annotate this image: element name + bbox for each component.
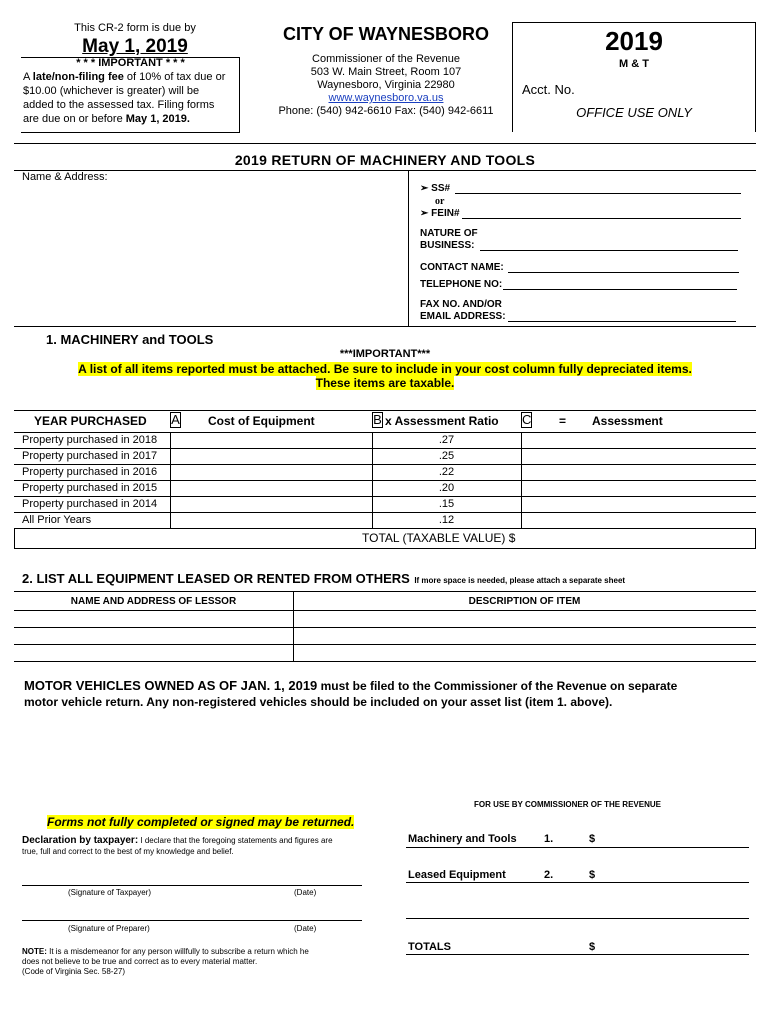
letter-c: C [522,412,532,427]
misdemeanor-note: NOTE: It is a misdemeanor for any person willfully to subscribe a return which he does not believe to be true and correct as to every material matter. (Code of Virginia Sec. 58-27) [22,947,309,976]
city-block [268,24,504,118]
fax-email-input[interactable] [508,321,736,322]
title-bottom-rule [14,170,756,171]
section1-important: ***IMPORTANT*** [339,348,431,360]
section1-heading: 1. MACHINERY and TOOLS [46,332,214,347]
ratio-cell: .15 [438,498,455,510]
col-lessor: NAME AND ADDRESS OF LESSOR [70,596,237,607]
nature-label-1: NATURE OF [420,228,478,239]
col-description: DESCRIPTION OF ITEM [468,596,581,607]
title-top-rule [14,143,756,144]
preparer-date-label: (Date) [294,924,317,933]
mt-label: Machinery and Tools [408,833,517,845]
or-label: or [435,196,445,207]
table1-top-rule [14,410,756,411]
cost-input[interactable] [171,432,371,448]
nature-input[interactable] [480,250,738,251]
year-cell: Property purchased in 2014 [22,498,158,510]
ratio-cell: .20 [438,482,455,494]
year-cell: Property purchased in 2018 [22,434,158,446]
fein-label: ➢ FEIN# [420,208,460,219]
declaration-text: Declaration by taxpayer: I declare that the foregoing statements and figures are true, full and correct to the best of my knowledge and belief. [22,835,333,856]
ss-input[interactable] [455,193,741,194]
table2-row-rule-2 [14,627,756,628]
nature-label-2: BUSINESS: [420,240,475,251]
col-cost: Cost of Equipment [208,414,315,428]
cost-input[interactable] [171,496,371,512]
ratio-cell: .27 [438,434,455,446]
totals-label: TOTALS [408,941,451,953]
table2-top-rule [14,591,756,592]
fein-input[interactable] [462,218,741,219]
table2-row-rule-1 [14,610,756,611]
due-date: May 1, 2019 [82,36,188,57]
telephone-label: TELEPHONE NO: [420,279,503,290]
col-assessment: Assessment [592,414,663,428]
taxpayer-signature-line[interactable] [22,885,362,886]
mt-num: 1. [544,833,554,845]
website-link[interactable]: www.waynesboro.va.us [328,92,444,104]
cost-input[interactable] [171,464,371,480]
contact-label: CONTACT NAME: [420,262,504,273]
col-year-purchased: YEAR PURCHASED [34,414,147,428]
phone-fax: Phone: (540) 942-6610 Fax: (540) 942-6611 [278,105,494,117]
city-name: CITY OF WAYNESBORO [282,24,490,44]
section1-note: A list of all items reported must be attached. Be sure to include in your cost column fully depreciated items. These items are taxable. [78,362,692,390]
forms-warning: Forms not fully completed or signed may be returned. [47,815,355,829]
le-num: 2. [544,869,554,881]
assessment-input[interactable] [522,512,755,528]
form-title: 2019 RETURN OF MACHINERY AND TOOLS [234,152,536,168]
col-ratio: x Assessment Ratio [385,414,499,428]
city-state: Waynesboro, Virginia 22980 [317,79,455,91]
commissioner-title: FOR USE BY COMMISSIONER OF THE REVENUE [474,800,661,809]
form-year: 2019 [605,26,663,56]
office-name: Commissioner of the Revenue [312,53,460,65]
letter-a: A [171,412,180,427]
preparer-signature-label: (Signature of Preparer) [68,924,150,933]
year-cell: Property purchased in 2015 [22,482,158,494]
mt-rule[interactable] [406,847,749,848]
letter-b: B [373,412,382,427]
year-cell: Property purchased in 2016 [22,466,158,478]
ratio-cell: .22 [438,466,455,478]
le-label: Leased Equipment [408,869,506,881]
table2-row-rule-3 [14,644,756,645]
acct-no-label: Acct. No. [522,82,575,97]
info-bottom-rule [14,326,756,327]
taxpayer-date-label: (Date) [294,888,317,897]
totals-rule[interactable] [406,954,749,955]
ratio-cell: .25 [438,450,455,462]
contact-input[interactable] [508,272,739,273]
name-address-divider [408,170,409,326]
ratio-cell: .12 [438,514,455,526]
fee-text: A late/non-filing fee of 10% of tax due or $10.00 (whichever is greater) will be added to the assessed tax. Filing forms are due on or before May 1, 2019. [23,71,226,125]
mt-dollar: $ [589,833,596,845]
assessment-input[interactable] [522,496,755,512]
important-title: * * * IMPORTANT * * * [76,57,185,69]
section2-heading: 2. LIST ALL EQUIPMENT LEASED OR RENTED FROM OTHERS [22,571,410,586]
taxpayer-signature-label: (Signature of Taxpayer) [68,888,152,897]
assessment-input[interactable] [522,464,755,480]
due-note: This CR-2 form is due by [74,22,196,34]
ss-label: ➢ SS# [420,183,451,194]
preparer-signature-line[interactable] [22,920,362,921]
cost-input[interactable] [171,512,371,528]
year-cell: All Prior Years [22,514,92,526]
section2-heading-wrap [22,570,625,588]
le-dollar: $ [589,869,596,881]
totals-dollar: $ [589,941,596,953]
totals-top-rule [406,918,749,919]
assessment-input[interactable] [522,448,755,464]
telephone-input[interactable] [503,289,737,290]
table2-row-rule-4 [14,661,756,662]
cost-input[interactable] [171,480,371,496]
le-rule[interactable] [406,882,749,883]
equals-sign: = [559,414,567,428]
assessment-input[interactable] [522,432,755,448]
fax-label-1: FAX NO. AND/OR [420,299,502,310]
cost-input[interactable] [171,448,371,464]
office-use-label: OFFICE USE ONLY [576,105,692,120]
motor-vehicles-note: MOTOR VEHICLES OWNED AS OF JAN. 1, 2019 must be filed to the Commissioner of the Revenue on separate motor vehicle return. Any non-registered vehicles should be included on your asset list (item 1. above). [24,678,678,709]
name-address-label: Name & Address: [22,171,108,183]
form-code: M & T [619,58,649,70]
year-cell: Property purchased in 2017 [22,450,158,462]
total-label: TOTAL (TAXABLE VALUE) $ [362,531,516,545]
assessment-input[interactable] [522,480,755,496]
section2-subnote: If more space is needed, please attach a separate sheet [414,576,626,585]
fax-label-2: EMAIL ADDRESS: [420,311,506,322]
street: 503 W. Main Street, Room 107 [310,66,462,78]
